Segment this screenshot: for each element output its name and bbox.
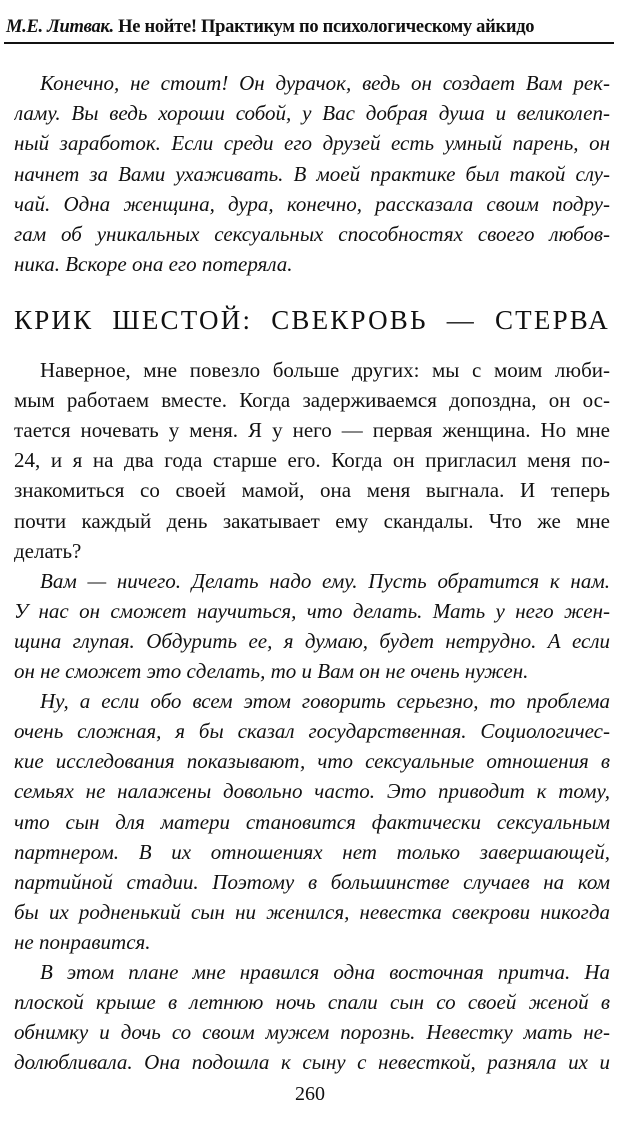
header-rule	[4, 42, 614, 44]
text-line: чай. Одна женщина, дура, конечно, рассказала своим подру-	[14, 191, 610, 216]
text-line: ника. Вскоре она его потеряла.	[14, 252, 293, 277]
text-line: Вам — ничего. Делать надо ему. Пусть обратится к нам.	[40, 568, 610, 593]
text-line: кие исследования показывают, что сексуальные отношения в	[14, 749, 610, 774]
text-line: он не сможет это сделать, то и Вам он не очень нужен.	[14, 659, 529, 683]
header-author: М.Е. Литвак.	[6, 17, 114, 37]
text-line: Ну, а если обо всем этом говорить серьезно, то проблема	[40, 689, 610, 714]
text-line: 24, и я на два года старше его. Когда он пригласил меня по-	[14, 448, 610, 473]
text-line: семьях не налажены довольно часто. Это приводит к тому,	[14, 779, 610, 804]
text-line: тается ночевать у меня. Я у него — первая женщина. Но мне	[14, 418, 610, 443]
text-line: ный заработок. Если среди его друзей есть умный парень, он	[14, 131, 610, 156]
page-number: 260	[295, 1083, 325, 1105]
text-line: ламу. Вы ведь хороши собой, у Вас добрая душа и великолеп-	[14, 101, 610, 126]
text-line: плоской крыше в летнюю ночь спали сын со своей женой в	[14, 990, 610, 1015]
text-line: очень сложная, я бы сказал государственная. Социологичес-	[14, 719, 610, 744]
text-line: щина глупая. Обдурить ее, я думаю, будет нетрудно. А если	[14, 628, 610, 653]
text-line: почти каждый день закатывает ему скандалы. Что же мне	[14, 508, 610, 533]
text-line: Наверное, мне повезло больше других: мы с моим люби-	[40, 358, 610, 382]
text-line: В этом плане мне нравился одна восточная притча. На	[40, 960, 610, 984]
text-line: делать?	[14, 538, 82, 563]
text-line: У нас он сможет научиться, что делать. Мать у него жен-	[14, 598, 610, 623]
text-line: что сын для матери становится фактически сексуальным	[14, 809, 610, 834]
text-line: долюбливала. Она подошла к сыну с невесткой, разняла их и	[14, 1050, 610, 1075]
text-line: бы их родненький сын ни женился, невестка свекрови никогда	[14, 899, 610, 924]
running-header	[6, 16, 612, 38]
text-line: партнером. В их отношениях нет только завершающей,	[14, 839, 610, 864]
text-line: мым работаем вместе. Когда задерживаемся допоздна, он ос-	[14, 388, 610, 413]
text-line: Конечно, не стоит! Он дурачок, ведь он создает Вам рек-	[40, 71, 610, 95]
text-line: не понравится.	[14, 929, 151, 954]
text-line: партийной стадии. Поэтому в большинстве случаев на ком	[14, 869, 610, 894]
text-line: начнет за Вами ухаживать. В моей практике был такой слу-	[14, 161, 610, 186]
text-line: обнимку и дочь со своим мужем порознь. Невестку мать не-	[14, 1020, 610, 1045]
text-line: гам об уникальных сексуальных способностях своего любов-	[14, 222, 610, 246]
text-line: знакомиться со своей мамой, она меня выгнала. И теперь	[14, 478, 610, 503]
section-heading: КРИК ШЕСТОЙ: СВЕКРОВЬ — СТЕРВА	[14, 305, 610, 335]
header-title: Не нойте! Практикум по психологическому айкидо	[118, 17, 535, 37]
